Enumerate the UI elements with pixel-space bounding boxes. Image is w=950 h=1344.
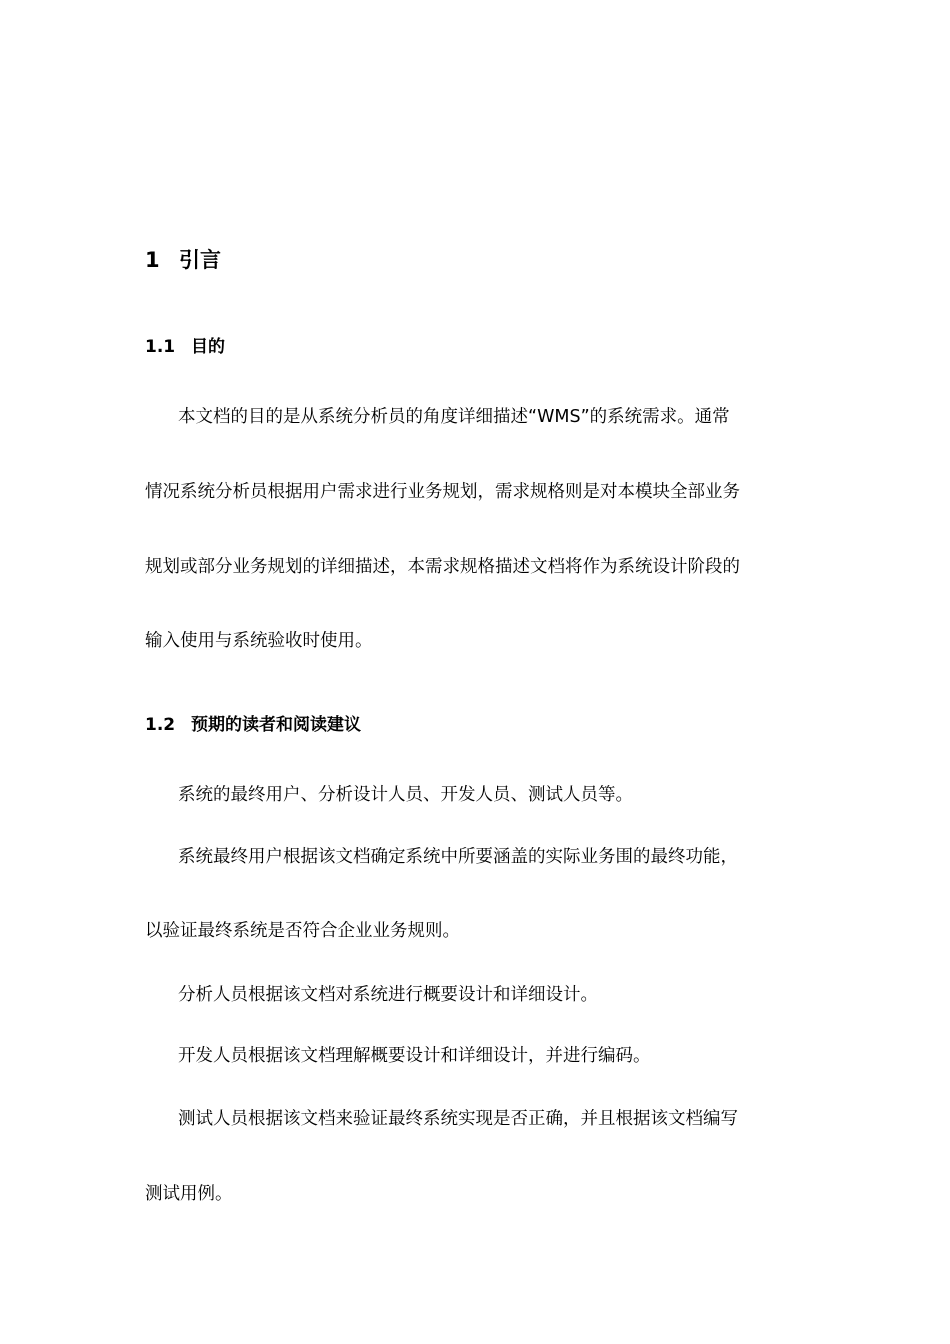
purpose-line: 本文档的目的是从系统分析员的角度详细描述“WMS”的系统需求。通常 [178,407,730,427]
section-heading-1-2 [145,713,361,737]
section-number: 1.1 [145,337,176,357]
section-title: 预期的读者和阅读建议 [191,715,361,735]
readers-testers-line: 测试用例。 [145,1184,233,1204]
readers-end-users-line: 系统最终用户根据该文档确定系统中所要涵盖的实际业务围的最终功能， [178,847,738,867]
readers-end-users-line: 以验证最终系统是否符合企业业务规则。 [145,921,460,941]
purpose-line: 情况系统分析员根据用户需求进行业务规划，需求规格则是对本模块全部业务 [145,482,740,502]
section-title: 目的 [191,337,225,357]
readers-developers: 开发人员根据该文档理解概要设计和详细设计，并进行编码。 [178,1046,651,1066]
section-number: 1 [145,248,160,272]
purpose-line: 规划或部分业务规划的详细描述，本需求规格描述文档将作为系统设计阶段的 [145,557,740,577]
section-heading-1 [145,246,221,274]
section-heading-1-1 [145,335,225,359]
readers-analysts: 分析人员根据该文档对系统进行概要设计和详细设计。 [178,985,598,1005]
readers-intro: 系统的最终用户、分析设计人员、开发人员、测试人员等。 [178,785,633,805]
readers-testers-line: 测试人员根据该文档来验证最终系统实现是否正确，并且根据该文档编写 [178,1109,738,1129]
section-number: 1.2 [145,715,176,735]
section-title: 引言 [179,248,221,272]
purpose-line: 输入使用与系统验收时使用。 [145,631,373,651]
